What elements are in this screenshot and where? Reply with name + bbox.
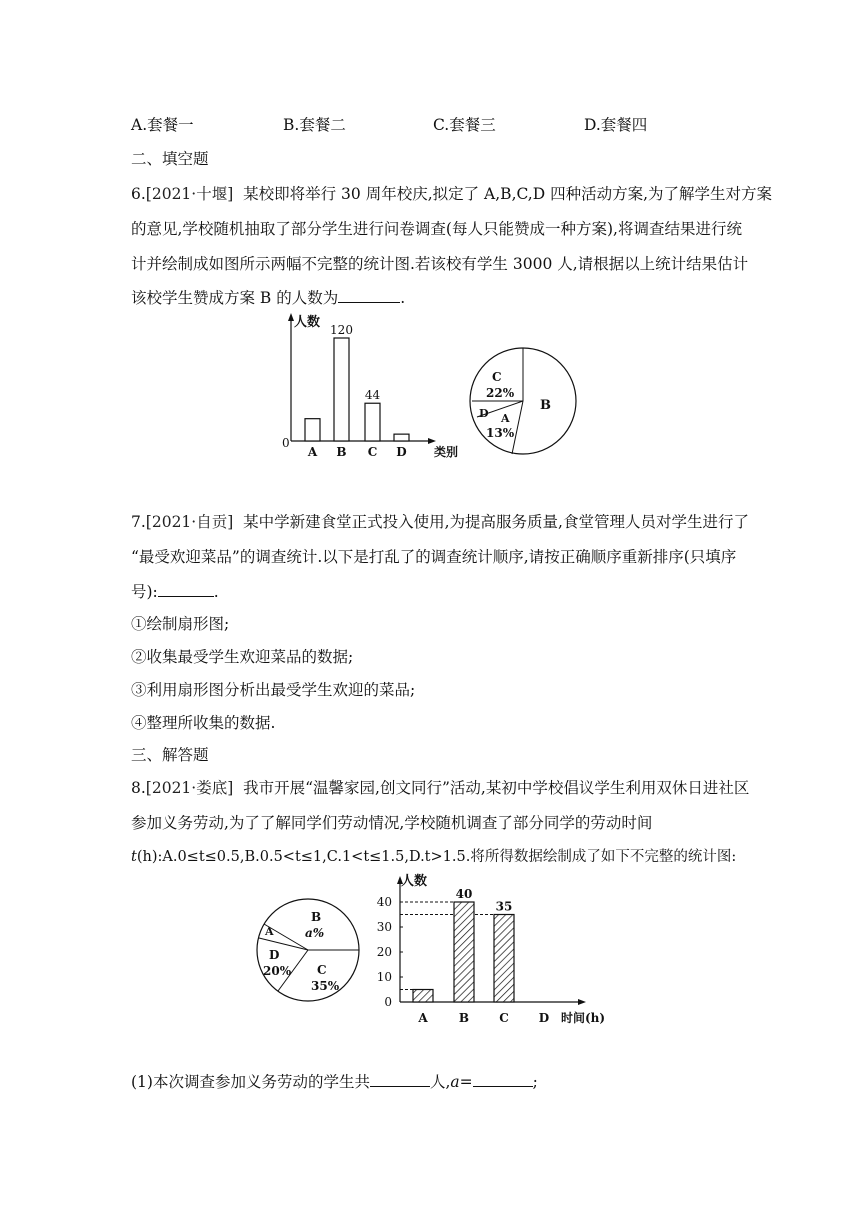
x-tick-label: D	[396, 445, 407, 459]
step-item: ①绘制扇形图;	[131, 615, 230, 633]
pie-label-a: A	[265, 925, 274, 938]
y-tick-label: 40	[376, 895, 392, 909]
bar-c	[494, 915, 514, 1003]
pie-label-c-percent: 22%	[486, 386, 515, 400]
option-a: A.套餐一	[131, 116, 194, 134]
question-text: t(h):A.0≤t≤0.5,B.0.5<t≤1,C.1<t≤1.5,D.t>1.5.将所得数据绘制成了如下不完整的统计图:	[131, 849, 737, 865]
question-number: 7.	[131, 513, 146, 531]
pie-label-c-percent: 35%	[311, 979, 340, 993]
bar-d	[394, 434, 409, 441]
pie-label-d: D	[479, 407, 489, 420]
pie-label-c: C	[317, 963, 327, 977]
x-axis-label: 类别	[434, 445, 459, 459]
x-tick-label: B	[336, 445, 347, 459]
y-tick-label: 30	[376, 920, 392, 934]
question-text: (1)本次调查参加义务劳动的学生共	[131, 1073, 370, 1091]
x-tick-label: C	[499, 1011, 509, 1025]
question-text: 该校学生赞成方案 B 的人数为	[131, 289, 339, 307]
data-label: 120	[330, 323, 353, 337]
bar-b	[334, 338, 349, 441]
question-text: 某中学新建食堂正式投入使用,为提高服务质量,食堂管理人员对学生进行了	[243, 513, 749, 531]
pie-label-d-percent: 20%	[263, 964, 292, 978]
pie-chart-2	[255, 895, 365, 1005]
origin-label: 0	[282, 436, 290, 450]
question-text: 参加义务劳动,为了了解同学们劳动情况,学校随机调查了部分同学的劳动时间	[131, 814, 653, 832]
bar-a	[413, 990, 433, 1003]
answer-blank[interactable]	[338, 287, 400, 304]
pie-label-b: B	[540, 398, 551, 413]
question-text: .	[213, 583, 219, 601]
bar-chart-1	[270, 308, 459, 460]
pie-chart-1	[468, 346, 580, 458]
bar-a	[305, 419, 320, 441]
bar-c	[365, 403, 380, 441]
step-item: ②收集最受学生欢迎菜品的数据;	[131, 648, 354, 666]
section-answer-heading: 三、解答题	[131, 746, 209, 764]
option-b: B.套餐二	[283, 116, 346, 134]
x-tick-label: A	[307, 445, 318, 459]
x-tick-label: B	[458, 1011, 470, 1025]
question-text: “最受欢迎菜品”的调查统计.以下是打乱了的调查统计顺序,请按正确顺序重新排序(只填序	[131, 548, 737, 566]
section-fill-in-heading: 二、填空题	[131, 150, 209, 168]
bar-chart-2	[368, 868, 638, 1028]
y-tick-label: 0	[384, 995, 392, 1009]
answer-blank[interactable]	[158, 581, 214, 598]
y-axis-label: 人数	[401, 874, 428, 889]
pie-label-c: C	[492, 370, 502, 384]
step-item: ④整理所收集的数据.	[131, 714, 276, 732]
data-label: 35	[495, 899, 513, 914]
question-text: 的意见,学校随机抽取了部分学生进行问卷调查(每人只能赞成一种方案),将调查结果进行统	[131, 220, 742, 238]
question-source: [2021·娄底]	[145, 779, 234, 797]
question-text: 某校即将举行 30 周年校庆,拟定了 A,B,C,D 四种活动方案,为了解学生对方案	[243, 185, 773, 203]
question-text: 号):	[131, 583, 158, 601]
question-source: [2021·十堰]	[145, 185, 234, 203]
x-tick-label: D	[538, 1011, 550, 1025]
step-item: ③利用扇形图分析出最受学生欢迎的菜品;	[131, 681, 416, 699]
x-tick-label: A	[418, 1011, 428, 1025]
question-text: .	[400, 289, 406, 307]
x-axis-label: 时间(h)	[561, 1011, 606, 1025]
x-tick-label: C	[367, 445, 378, 459]
option-d: D.套餐四	[584, 116, 648, 134]
question-text: 我市开展“温馨家园,创文同行”活动,某初中学校倡议学生利用双休日进社区	[243, 779, 750, 797]
y-tick-label: 10	[376, 970, 392, 984]
data-label: 40	[455, 887, 473, 901]
question-text: 计并绘制成如图所示两幅不完整的统计图.若该校有学生 3000 人,请根据以上统计结果估计	[131, 255, 749, 273]
pie-label-a-percent: 13%	[486, 426, 515, 440]
answer-blank[interactable]	[370, 1071, 430, 1088]
y-tick-label: 20	[376, 945, 392, 959]
y-axis-label: 人数	[294, 315, 321, 330]
question-number: 6.	[131, 185, 146, 203]
bar-b	[454, 902, 474, 1002]
pie-label-b: B	[311, 910, 322, 924]
pie-label-d: D	[269, 948, 280, 962]
pie-label-a: A	[501, 412, 510, 425]
pie-label-b-percent: a%	[305, 926, 325, 940]
variable-a: a	[450, 1073, 460, 1091]
question-source: [2021·自贡]	[145, 513, 234, 531]
data-label: 44	[364, 388, 381, 403]
answer-blank[interactable]	[473, 1071, 533, 1088]
question-number: 8.	[131, 779, 146, 797]
question-text: 人,	[429, 1073, 451, 1091]
option-c: C.套餐三	[433, 116, 496, 134]
